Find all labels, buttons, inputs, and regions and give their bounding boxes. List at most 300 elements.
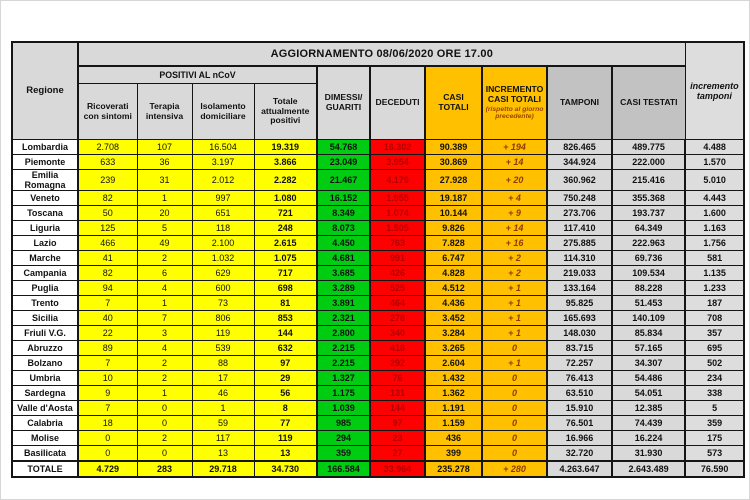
terapia-intensiva: 2 <box>137 371 192 386</box>
tamponi: 273.706 <box>547 206 612 221</box>
casi-testati: 222.000 <box>612 155 685 170</box>
region-name: Piemonte <box>12 155 78 170</box>
table-row <box>12 155 744 170</box>
casi-totali: 4.828 <box>425 266 482 281</box>
casi-totali: 1.432 <box>425 371 482 386</box>
casi-testati: 215.416 <box>612 170 685 191</box>
ricoverati-con-sintomi: 4.729 <box>78 461 137 477</box>
incremento-casi-note: (rispetto al giorno precedente) <box>485 105 544 121</box>
tamponi: 16.966 <box>547 431 612 446</box>
deceduti: 292 <box>370 356 425 371</box>
region-name: TOTALE <box>12 461 78 477</box>
isolamento-domiciliare: 1.032 <box>192 251 254 266</box>
incremento-tamponi: 1.600 <box>685 206 744 221</box>
dimessi-guariti: 359 <box>317 446 370 462</box>
deceduti: 3.954 <box>370 155 425 170</box>
totale-attualmente-positivi: 2.282 <box>254 170 317 191</box>
casi-testati: 222.963 <box>612 236 685 251</box>
table-row <box>12 416 744 431</box>
totale-attualmente-positivi: 717 <box>254 266 317 281</box>
dimessi-guariti: 2.215 <box>317 341 370 356</box>
incremento-casi-label: INCREMENTO CASI TOTALI <box>485 84 544 105</box>
isolamento-domiciliare: 1 <box>192 401 254 416</box>
incremento-tamponi: 175 <box>685 431 744 446</box>
totale-attualmente-positivi: 2.615 <box>254 236 317 251</box>
casi-testati: 31.930 <box>612 446 685 462</box>
incremento-tamponi: 5.010 <box>685 170 744 191</box>
terapia-intensiva: 7 <box>137 311 192 326</box>
isolamento-domiciliare: 59 <box>192 416 254 431</box>
column-header-ricoverati: Ricoverati con sintomi <box>78 84 137 140</box>
dimessi-guariti: 2.800 <box>317 326 370 341</box>
column-header-regione: Regione <box>12 42 78 140</box>
incremento-tamponi: 1.570 <box>685 155 744 170</box>
terapia-intensiva: 0 <box>137 416 192 431</box>
incremento-casi-totali: + 2 <box>482 251 547 266</box>
incremento-casi-totali: + 14 <box>482 221 547 236</box>
ricoverati-con-sintomi: 94 <box>78 281 137 296</box>
deceduti: 525 <box>370 281 425 296</box>
casi-totali: 9.826 <box>425 221 482 236</box>
table-header <box>12 42 744 140</box>
dimessi-guariti: 4.681 <box>317 251 370 266</box>
deceduti: 4.179 <box>370 170 425 191</box>
ricoverati-con-sintomi: 89 <box>78 341 137 356</box>
tamponi: 117.410 <box>547 221 612 236</box>
casi-totali: 436 <box>425 431 482 446</box>
casi-totali: 90.389 <box>425 140 482 155</box>
table-body <box>12 140 744 478</box>
casi-totali: 10.144 <box>425 206 482 221</box>
region-name: Basilicata <box>12 446 78 462</box>
incremento-casi-totali: + 1 <box>482 356 547 371</box>
totale-attualmente-positivi: 34.730 <box>254 461 317 477</box>
table-row <box>12 251 744 266</box>
table-row <box>12 266 744 281</box>
incremento-casi-totali: + 14 <box>482 155 547 170</box>
column-header-deceduti: DECEDUTI <box>370 66 425 140</box>
casi-testati: 88.228 <box>612 281 685 296</box>
casi-testati: 34.307 <box>612 356 685 371</box>
tamponi: 72.257 <box>547 356 612 371</box>
isolamento-domiciliare: 118 <box>192 221 254 236</box>
totale-attualmente-positivi: 144 <box>254 326 317 341</box>
dimessi-guariti: 166.584 <box>317 461 370 477</box>
casi-testati: 51.453 <box>612 296 685 311</box>
casi-testati: 2.643.489 <box>612 461 685 477</box>
ricoverati-con-sintomi: 125 <box>78 221 137 236</box>
tamponi: 219.033 <box>547 266 612 281</box>
dimessi-guariti: 3.891 <box>317 296 370 311</box>
terapia-intensiva: 4 <box>137 281 192 296</box>
column-header-tamponi: TAMPONI <box>547 66 612 140</box>
tamponi: 83.715 <box>547 341 612 356</box>
region-name: Puglia <box>12 281 78 296</box>
region-name: Molise <box>12 431 78 446</box>
isolamento-domiciliare: 29.718 <box>192 461 254 477</box>
casi-testati: 12.385 <box>612 401 685 416</box>
tamponi: 133.164 <box>547 281 612 296</box>
isolamento-domiciliare: 46 <box>192 386 254 401</box>
terapia-intensiva: 5 <box>137 221 192 236</box>
casi-totali: 30.869 <box>425 155 482 170</box>
region-name: Toscana <box>12 206 78 221</box>
ricoverati-con-sintomi: 18 <box>78 416 137 431</box>
deceduti: 1.505 <box>370 221 425 236</box>
incremento-casi-totali: + 194 <box>482 140 547 155</box>
table-row <box>12 341 744 356</box>
dimessi-guariti: 23.049 <box>317 155 370 170</box>
incremento-tamponi: 1.135 <box>685 266 744 281</box>
column-group-positivi: POSITIVI AL nCoV <box>78 66 317 84</box>
isolamento-domiciliare: 2.100 <box>192 236 254 251</box>
casi-testati: 16.224 <box>612 431 685 446</box>
casi-totali: 1.159 <box>425 416 482 431</box>
column-header-isolamento: Isolamento domiciliare <box>192 84 254 140</box>
dimessi-guariti: 1.327 <box>317 371 370 386</box>
casi-testati: 54.051 <box>612 386 685 401</box>
incremento-casi-totali: 0 <box>482 431 547 446</box>
isolamento-domiciliare: 13 <box>192 446 254 462</box>
casi-totali: 4.436 <box>425 296 482 311</box>
region-name: Liguria <box>12 221 78 236</box>
totale-attualmente-positivi: 29 <box>254 371 317 386</box>
totale-attualmente-positivi: 81 <box>254 296 317 311</box>
dimessi-guariti: 3.289 <box>317 281 370 296</box>
region-name: Marche <box>12 251 78 266</box>
ricoverati-con-sintomi: 10 <box>78 371 137 386</box>
totale-row <box>12 461 744 477</box>
isolamento-domiciliare: 88 <box>192 356 254 371</box>
isolamento-domiciliare: 3.197 <box>192 155 254 170</box>
table-row <box>12 446 744 462</box>
deceduti: 763 <box>370 236 425 251</box>
dimessi-guariti: 1.175 <box>317 386 370 401</box>
terapia-intensiva: 20 <box>137 206 192 221</box>
table-row <box>12 170 744 191</box>
deceduti: 991 <box>370 251 425 266</box>
ricoverati-con-sintomi: 7 <box>78 296 137 311</box>
tamponi: 148.030 <box>547 326 612 341</box>
incremento-casi-totali: 0 <box>482 446 547 462</box>
table-row <box>12 140 744 155</box>
totale-attualmente-positivi: 1.080 <box>254 191 317 206</box>
ricoverati-con-sintomi: 40 <box>78 311 137 326</box>
isolamento-domiciliare: 119 <box>192 326 254 341</box>
casi-totali: 7.828 <box>425 236 482 251</box>
incremento-tamponi: 4.488 <box>685 140 744 155</box>
terapia-intensiva: 107 <box>137 140 192 155</box>
ricoverati-con-sintomi: 82 <box>78 191 137 206</box>
totale-attualmente-positivi: 853 <box>254 311 317 326</box>
column-header-incremento-tamponi: incremento tamponi <box>685 42 744 140</box>
deceduti: 1.955 <box>370 191 425 206</box>
dimessi-guariti: 2.215 <box>317 356 370 371</box>
totale-attualmente-positivi: 1.075 <box>254 251 317 266</box>
ricoverati-con-sintomi: 50 <box>78 206 137 221</box>
incremento-tamponi: 338 <box>685 386 744 401</box>
incremento-casi-totali: 0 <box>482 341 547 356</box>
tamponi: 76.413 <box>547 371 612 386</box>
incremento-tamponi: 502 <box>685 356 744 371</box>
region-name: Lombardia <box>12 140 78 155</box>
dimessi-guariti: 3.685 <box>317 266 370 281</box>
casi-testati: 85.834 <box>612 326 685 341</box>
deceduti: 76 <box>370 371 425 386</box>
incremento-casi-totali: 0 <box>482 416 547 431</box>
incremento-casi-totali: 0 <box>482 386 547 401</box>
incremento-tamponi: 708 <box>685 311 744 326</box>
dimessi-guariti: 8.349 <box>317 206 370 221</box>
table-title: AGGIORNAMENTO 08/06/2020 ORE 17.00 <box>78 42 685 66</box>
ricoverati-con-sintomi: 7 <box>78 356 137 371</box>
deceduti: 464 <box>370 296 425 311</box>
ricoverati-con-sintomi: 7 <box>78 401 137 416</box>
dimessi-guariti: 16.152 <box>317 191 370 206</box>
incremento-casi-totali: + 9 <box>482 206 547 221</box>
terapia-intensiva: 36 <box>137 155 192 170</box>
ricoverati-con-sintomi: 41 <box>78 251 137 266</box>
deceduti: 23 <box>370 431 425 446</box>
incremento-casi-totali: + 16 <box>482 236 547 251</box>
casi-totali: 1.191 <box>425 401 482 416</box>
table-row <box>12 236 744 251</box>
column-header-casi-testati: CASI TESTATI <box>612 66 685 140</box>
deceduti: 418 <box>370 341 425 356</box>
table-row <box>12 296 744 311</box>
tamponi: 76.501 <box>547 416 612 431</box>
table-row <box>12 431 744 446</box>
totale-attualmente-positivi: 698 <box>254 281 317 296</box>
isolamento-domiciliare: 17 <box>192 371 254 386</box>
tamponi: 165.693 <box>547 311 612 326</box>
region-name: Emilia Romagna <box>12 170 78 191</box>
incremento-casi-totali: + 1 <box>482 311 547 326</box>
casi-totali: 19.187 <box>425 191 482 206</box>
column-header-casi-totali: CASI TOTALI <box>425 66 482 140</box>
deceduti: 144 <box>370 401 425 416</box>
dimessi-guariti: 8.073 <box>317 221 370 236</box>
terapia-intensiva: 31 <box>137 170 192 191</box>
casi-totali: 235.278 <box>425 461 482 477</box>
casi-totali: 2.604 <box>425 356 482 371</box>
isolamento-domiciliare: 2.012 <box>192 170 254 191</box>
column-header-terapia-intensiva: Terapia intensiva <box>137 84 192 140</box>
casi-totali: 3.284 <box>425 326 482 341</box>
casi-testati: 355.368 <box>612 191 685 206</box>
casi-totali: 4.512 <box>425 281 482 296</box>
incremento-casi-totali: 0 <box>482 371 547 386</box>
casi-testati: 54.486 <box>612 371 685 386</box>
incremento-casi-totali: + 20 <box>482 170 547 191</box>
dimessi-guariti: 21.467 <box>317 170 370 191</box>
incremento-casi-totali: + 4 <box>482 191 547 206</box>
terapia-intensiva: 1 <box>137 296 192 311</box>
tamponi: 4.263.647 <box>547 461 612 477</box>
column-header-totale-positivi: Totale attualmente positivi <box>254 84 317 140</box>
totale-attualmente-positivi: 19.319 <box>254 140 317 155</box>
deceduti: 426 <box>370 266 425 281</box>
ricoverati-con-sintomi: 0 <box>78 431 137 446</box>
isolamento-domiciliare: 600 <box>192 281 254 296</box>
tamponi: 360.962 <box>547 170 612 191</box>
casi-totali: 27.928 <box>425 170 482 191</box>
casi-totali: 1.362 <box>425 386 482 401</box>
casi-totali: 399 <box>425 446 482 462</box>
region-name: Lazio <box>12 236 78 251</box>
table-row <box>12 326 744 341</box>
tamponi: 15.910 <box>547 401 612 416</box>
region-name: Trento <box>12 296 78 311</box>
table-row <box>12 386 744 401</box>
ricoverati-con-sintomi: 239 <box>78 170 137 191</box>
deceduti: 131 <box>370 386 425 401</box>
casi-totali: 3.452 <box>425 311 482 326</box>
table-row <box>12 281 744 296</box>
dimessi-guariti: 2.321 <box>317 311 370 326</box>
region-name: Sicilia <box>12 311 78 326</box>
ricoverati-con-sintomi: 9 <box>78 386 137 401</box>
totale-attualmente-positivi: 119 <box>254 431 317 446</box>
dimessi-guariti: 985 <box>317 416 370 431</box>
region-name: Bolzano <box>12 356 78 371</box>
incremento-casi-totali: + 1 <box>482 326 547 341</box>
incremento-tamponi: 357 <box>685 326 744 341</box>
totale-attualmente-positivi: 97 <box>254 356 317 371</box>
ricoverati-con-sintomi: 466 <box>78 236 137 251</box>
incremento-tamponi: 695 <box>685 341 744 356</box>
incremento-tamponi: 1.233 <box>685 281 744 296</box>
tamponi: 826.465 <box>547 140 612 155</box>
dimessi-guariti: 294 <box>317 431 370 446</box>
ricoverati-con-sintomi: 0 <box>78 446 137 462</box>
casi-testati: 74.439 <box>612 416 685 431</box>
ricoverati-con-sintomi: 22 <box>78 326 137 341</box>
terapia-intensiva: 1 <box>137 386 192 401</box>
terapia-intensiva: 6 <box>137 266 192 281</box>
tamponi: 114.310 <box>547 251 612 266</box>
casi-testati: 489.775 <box>612 140 685 155</box>
table-row <box>12 371 744 386</box>
table-row <box>12 401 744 416</box>
region-name: Veneto <box>12 191 78 206</box>
dimessi-guariti: 54.768 <box>317 140 370 155</box>
region-name: Campania <box>12 266 78 281</box>
tamponi: 275.885 <box>547 236 612 251</box>
deceduti: 1.074 <box>370 206 425 221</box>
region-name: Calabria <box>12 416 78 431</box>
incremento-tamponi: 359 <box>685 416 744 431</box>
tamponi: 32.720 <box>547 446 612 462</box>
deceduti: 340 <box>370 326 425 341</box>
incremento-casi-totali: + 1 <box>482 281 547 296</box>
totale-attualmente-positivi: 56 <box>254 386 317 401</box>
incremento-tamponi: 187 <box>685 296 744 311</box>
totale-attualmente-positivi: 77 <box>254 416 317 431</box>
casi-testati: 140.109 <box>612 311 685 326</box>
incremento-casi-totali: + 2 <box>482 266 547 281</box>
deceduti: 27 <box>370 446 425 462</box>
ricoverati-con-sintomi: 82 <box>78 266 137 281</box>
terapia-intensiva: 3 <box>137 326 192 341</box>
region-name: Umbria <box>12 371 78 386</box>
isolamento-domiciliare: 16.504 <box>192 140 254 155</box>
tamponi: 344.924 <box>547 155 612 170</box>
isolamento-domiciliare: 997 <box>192 191 254 206</box>
deceduti: 33.964 <box>370 461 425 477</box>
table-row <box>12 206 744 221</box>
terapia-intensiva: 0 <box>137 446 192 462</box>
table-row <box>12 221 744 236</box>
terapia-intensiva: 2 <box>137 251 192 266</box>
dimessi-guariti: 4.450 <box>317 236 370 251</box>
covid-regions-table <box>11 41 745 478</box>
tamponi: 63.510 <box>547 386 612 401</box>
incremento-tamponi: 234 <box>685 371 744 386</box>
table-row <box>12 356 744 371</box>
totale-attualmente-positivi: 721 <box>254 206 317 221</box>
casi-testati: 109.534 <box>612 266 685 281</box>
incremento-casi-totali: 0 <box>482 401 547 416</box>
totale-attualmente-positivi: 632 <box>254 341 317 356</box>
ricoverati-con-sintomi: 2.708 <box>78 140 137 155</box>
incremento-tamponi: 1.756 <box>685 236 744 251</box>
totale-attualmente-positivi: 248 <box>254 221 317 236</box>
isolamento-domiciliare: 629 <box>192 266 254 281</box>
tamponi: 95.825 <box>547 296 612 311</box>
terapia-intensiva: 4 <box>137 341 192 356</box>
incremento-tamponi: 581 <box>685 251 744 266</box>
deceduti: 97 <box>370 416 425 431</box>
isolamento-domiciliare: 651 <box>192 206 254 221</box>
isolamento-domiciliare: 73 <box>192 296 254 311</box>
terapia-intensiva: 2 <box>137 356 192 371</box>
region-name: Friuli V.G. <box>12 326 78 341</box>
totale-attualmente-positivi: 8 <box>254 401 317 416</box>
table-row <box>12 311 744 326</box>
terapia-intensiva: 2 <box>137 431 192 446</box>
deceduti: 16.302 <box>370 140 425 155</box>
table-row <box>12 191 744 206</box>
casi-totali: 6.747 <box>425 251 482 266</box>
totale-attualmente-positivi: 3.866 <box>254 155 317 170</box>
terapia-intensiva: 1 <box>137 191 192 206</box>
tamponi: 750.248 <box>547 191 612 206</box>
terapia-intensiva: 283 <box>137 461 192 477</box>
totale-attualmente-positivi: 13 <box>254 446 317 462</box>
column-header-incremento-casi <box>482 66 547 140</box>
isolamento-domiciliare: 806 <box>192 311 254 326</box>
incremento-tamponi: 76.590 <box>685 461 744 477</box>
region-name: Sardegna <box>12 386 78 401</box>
isolamento-domiciliare: 117 <box>192 431 254 446</box>
casi-testati: 64.349 <box>612 221 685 236</box>
column-header-dimessi-guariti: DIMESSI/ GUARITI <box>317 66 370 140</box>
deceduti: 278 <box>370 311 425 326</box>
casi-testati: 69.736 <box>612 251 685 266</box>
incremento-tamponi: 5 <box>685 401 744 416</box>
isolamento-domiciliare: 539 <box>192 341 254 356</box>
incremento-casi-totali: + 280 <box>482 461 547 477</box>
terapia-intensiva: 0 <box>137 401 192 416</box>
dimessi-guariti: 1.039 <box>317 401 370 416</box>
ricoverati-con-sintomi: 633 <box>78 155 137 170</box>
terapia-intensiva: 49 <box>137 236 192 251</box>
incremento-casi-totali: + 1 <box>482 296 547 311</box>
incremento-tamponi: 1.163 <box>685 221 744 236</box>
region-name: Abruzzo <box>12 341 78 356</box>
casi-testati: 193.737 <box>612 206 685 221</box>
